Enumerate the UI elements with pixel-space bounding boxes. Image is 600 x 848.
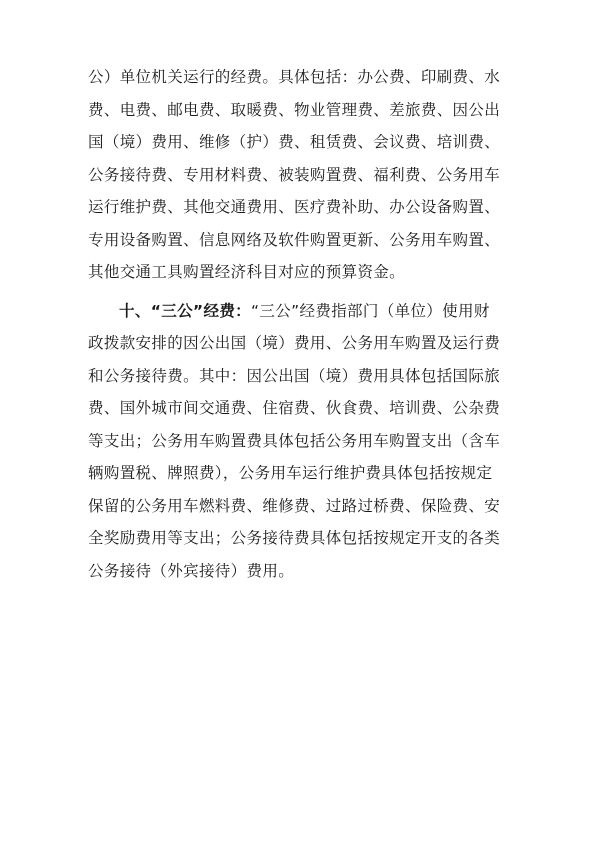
text-line: 保留的公务用车燃料费、维修费、过路过桥费、保险费、安: [88, 496, 501, 515]
text-line: 费、国外城市间交通费、住宿费、伙食费、培训费、公杂费: [88, 399, 501, 417]
text-line: 政拨款安排的因公出国（境）费用、公务用车购置及运行费: [88, 334, 501, 352]
text-line: 公务接待费、专用材料费、被装购置费、福利费、公务用车: [88, 165, 501, 184]
text-line: 公务接待（外宾接待）费用。: [88, 561, 295, 580]
paragraph-three-public-expenses: [88, 295, 528, 588]
paragraph-operating-expenses: [88, 61, 528, 289]
text-line: 等支出；公务用车购置费具体包括公务用车购置支出（含车: [88, 431, 501, 450]
text-line: 专用设备购置、信息网络及软件购置更新、公务用车购置、: [88, 230, 501, 249]
text-line: 其他交通工具购置经济科目对应的预算资金。: [88, 263, 406, 281]
heading-line-text: “三公”经费指部门（单位）使用财: [251, 301, 490, 320]
text-line: 国（境）费用、维修（护）费、租赁费、会议费、培训费、: [88, 133, 501, 151]
text-line: 和公务接待费。其中：因公出国（境）费用具体包括国际旅: [88, 366, 501, 385]
paragraph-first-line: [88, 295, 528, 328]
section-heading: 十、“三公”经费：: [119, 301, 252, 320]
body-text: [88, 61, 528, 587]
text-line: 公）单位机关运行的经费。具体包括：办公费、印刷费、水: [88, 68, 501, 86]
text-line: 全奖励费用等支出；公务接待费具体包括按规定开支的各类: [88, 529, 501, 547]
text-line: 辆购置税、牌照费），公务用车运行维护费具体包括按规定: [88, 464, 493, 482]
text-line: 费、电费、邮电费、取暖费、物业管理费、差旅费、因公出: [88, 100, 501, 119]
text-line: 运行维护费、其他交通费用、医疗费补助、办公设备购置、: [88, 198, 501, 216]
